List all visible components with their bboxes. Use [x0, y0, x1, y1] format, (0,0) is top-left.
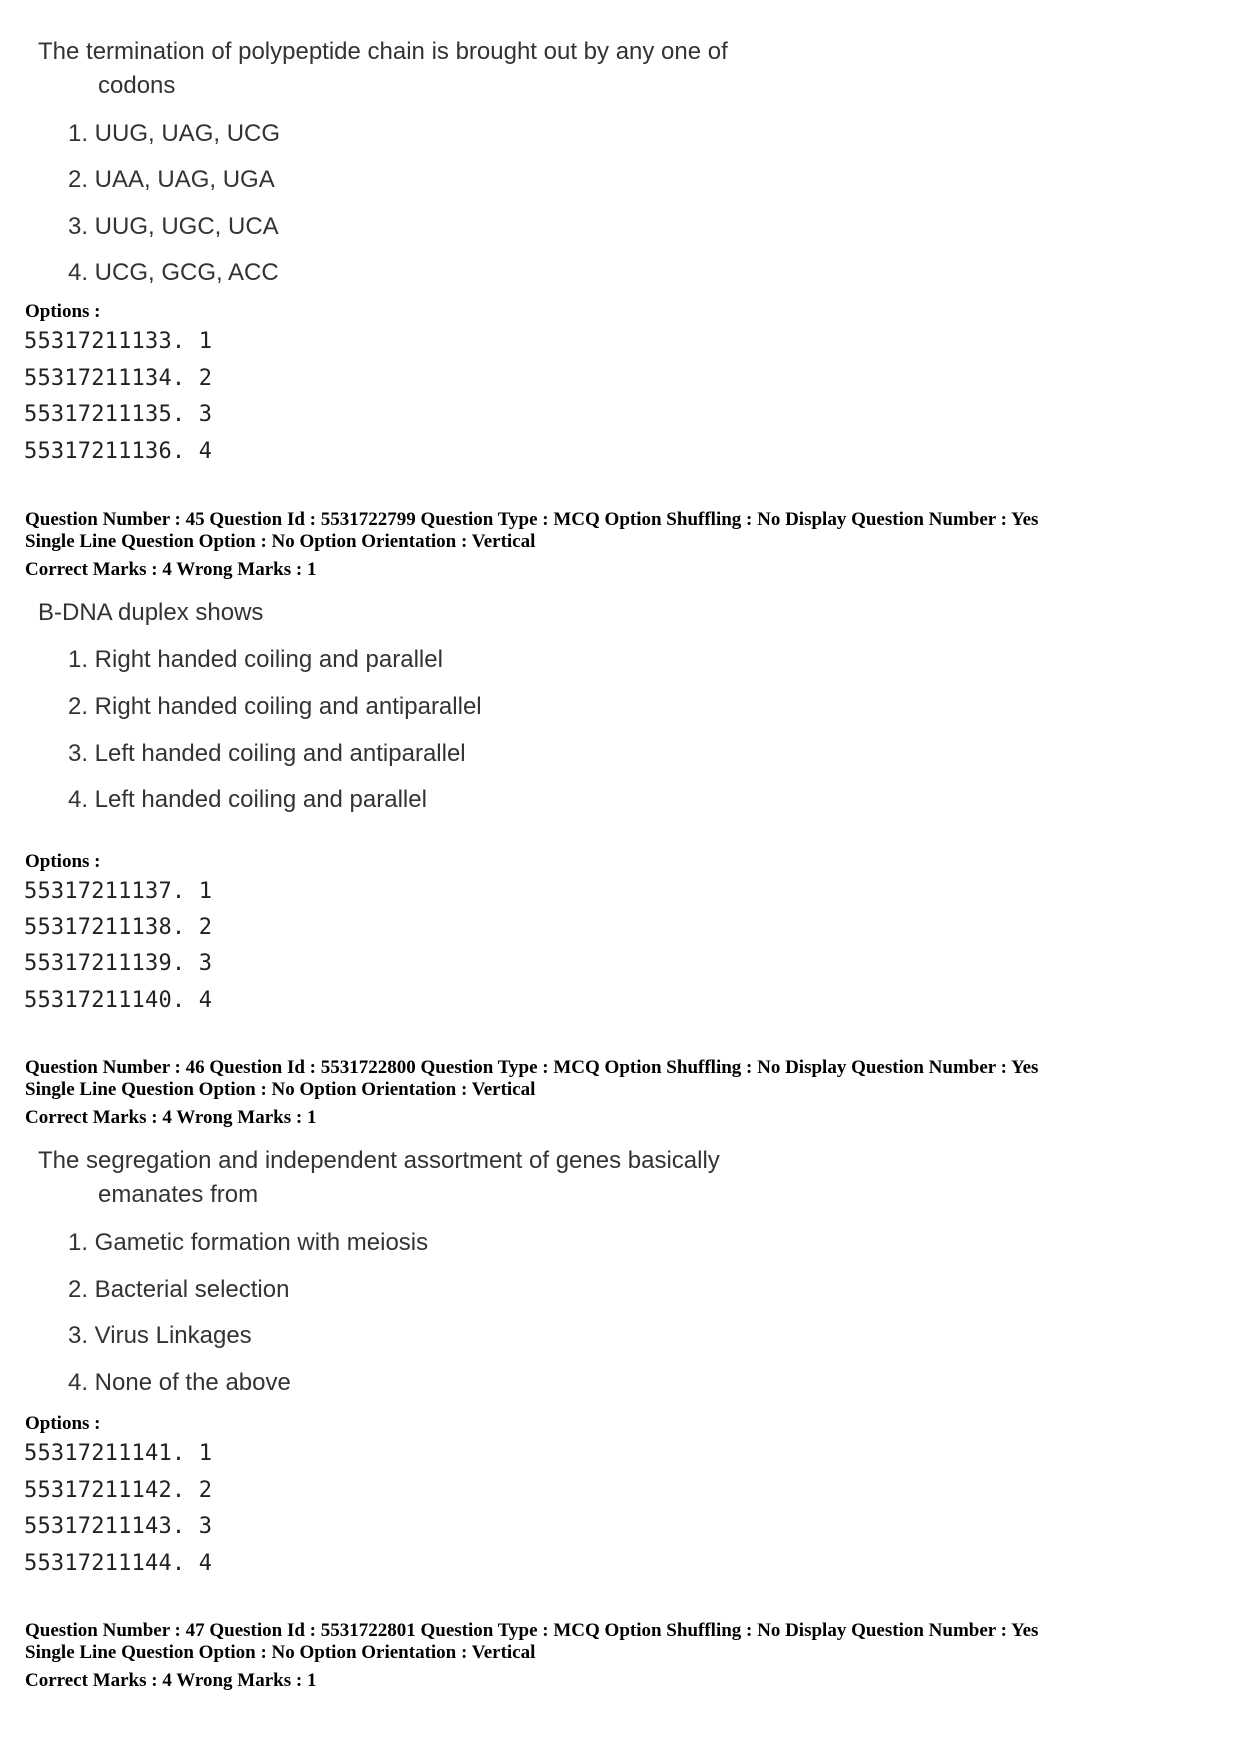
option-id: 55317211136. 4: [24, 439, 213, 464]
options-label: Options :: [25, 851, 101, 872]
choice-item: 4. None of the above: [68, 1369, 291, 1396]
option-id: 55317211143. 3: [24, 1514, 213, 1539]
options-label: Options :: [25, 1413, 101, 1434]
question-stem-continued: emanates from: [98, 1181, 259, 1208]
option-id: 55317211140. 4: [24, 988, 213, 1013]
question-stem: B-DNA duplex shows: [38, 599, 264, 626]
option-id: 55317211133. 1: [24, 329, 213, 354]
choice-item: 4. UCG, GCG, ACC: [68, 259, 279, 286]
options-label: Options :: [25, 301, 101, 322]
choice-item: 2. UAA, UAG, UGA: [68, 166, 275, 193]
question-stem: The segregation and independent assortment of genes basically: [38, 1147, 720, 1174]
choice-item: 3. UUG, UGC, UCA: [68, 213, 279, 240]
marks-line: Correct Marks : 4 Wrong Marks : 1: [25, 1107, 317, 1128]
choice-item: 1. Gametic formation with meiosis: [68, 1229, 429, 1256]
choice-item: 2. Right handed coiling and antiparallel: [68, 693, 482, 720]
choice-item: 1. UUG, UAG, UCG: [68, 120, 281, 147]
question-meta-line2: Single Line Question Option : No Option Orientation : Vertical: [25, 1642, 536, 1663]
option-id: 55317211135. 3: [24, 402, 213, 427]
question-meta-line2: Single Line Question Option : No Option Orientation : Vertical: [25, 531, 536, 552]
question-stem-continued: codons: [98, 72, 176, 99]
option-id: 55317211137. 1: [24, 879, 213, 904]
question-meta-line2: Single Line Question Option : No Option Orientation : Vertical: [25, 1079, 536, 1100]
choice-item: 2. Bacterial selection: [68, 1276, 290, 1303]
option-id: 55317211144. 4: [24, 1551, 213, 1576]
choice-item: 3. Left handed coiling and antiparallel: [68, 740, 466, 767]
question-meta: Question Number : 47 Question Id : 5531722801 Question Type : MCQ Option Shuffling : No Display Question Number : Yes: [25, 1620, 1039, 1641]
option-id: 55317211134. 2: [24, 366, 213, 391]
option-id: 55317211141. 1: [24, 1441, 213, 1466]
choice-item: 3. Virus Linkages: [68, 1322, 252, 1349]
option-id: 55317211142. 2: [24, 1478, 213, 1503]
option-id: 55317211138. 2: [24, 915, 213, 940]
choice-item: 1. Right handed coiling and parallel: [68, 646, 443, 673]
option-id: 55317211139. 3: [24, 951, 213, 976]
question-meta: Question Number : 46 Question Id : 5531722800 Question Type : MCQ Option Shuffling : No Display Question Number : Yes: [25, 1057, 1039, 1078]
marks-line: Correct Marks : 4 Wrong Marks : 1: [25, 559, 317, 580]
choice-item: 4. Left handed coiling and parallel: [68, 786, 427, 813]
question-stem: The termination of polypeptide chain is brought out by any one of: [38, 38, 728, 65]
marks-line: Correct Marks : 4 Wrong Marks : 1: [25, 1670, 317, 1691]
question-meta: Question Number : 45 Question Id : 5531722799 Question Type : MCQ Option Shuffling : No Display Question Number : Yes: [25, 509, 1039, 530]
